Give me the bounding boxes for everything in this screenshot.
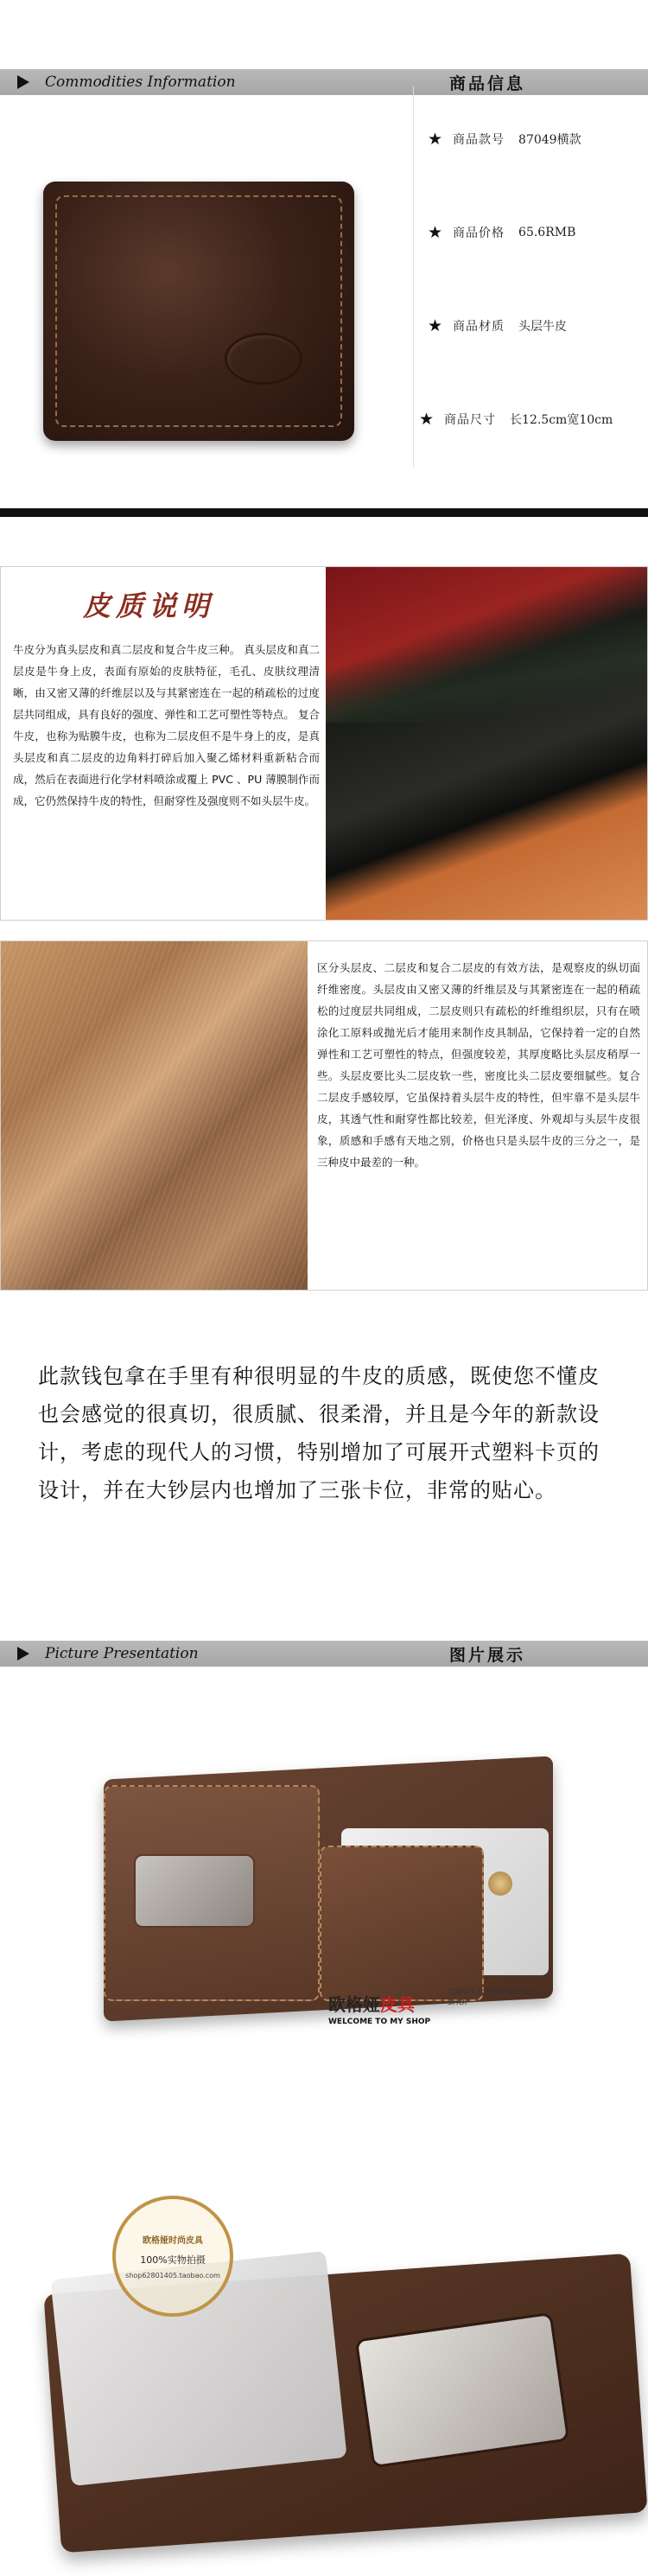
spec-value: 头层牛皮 <box>518 320 568 334</box>
shop-name-a: 欧格娅 <box>328 1994 380 2015</box>
stamp-line-2: 100%实物拍摄 <box>140 2254 206 2266</box>
section-title-cn: 图片展示 <box>449 1645 526 1665</box>
stamp-line-3: shop62801405.taobao.com <box>125 2272 220 2280</box>
spec-label: 商品价格 <box>453 226 505 240</box>
spec-label: 商品尺寸 <box>444 413 497 427</box>
section-title-en: Picture Presentation <box>45 1645 199 1662</box>
play-triangle-icon <box>17 75 29 89</box>
spec-value: 87049横款 <box>518 133 581 147</box>
wallet-stitching <box>55 195 342 427</box>
id-window <box>355 2312 570 2469</box>
product-description: 此款钱包拿在手里有种很明显的牛皮的质感，既使您不懂皮也会感觉的很真切，很质腻、很柔滑，并且是今年的新款设计，考虑的现代人的习惯，特别增加了可展开式塑料卡页的设计，并在大钞层内也增加了三张卡位，非常的贴心。 <box>38 1364 600 1502</box>
leather-info-box-2 <box>0 940 648 1291</box>
stamp-line-1: 欧格娅时尚皮具 <box>143 2236 203 2246</box>
shop-stamp <box>112 2196 233 2317</box>
black-divider <box>0 508 648 517</box>
star-icon: ★ <box>428 223 443 242</box>
star-icon: ★ <box>428 316 443 335</box>
leather-paragraph-2: 区分头层皮、二层皮和复合二层皮的有效方法，是观察皮的纵切面纤维密度。头层皮由又密又薄的纤维层及与其紧密连在一起的稍疏松的过度层共同组成，二层皮则只有疏松的纤维组织层，只有在喷涂化工原料或抛光后才能用来制作皮具制品，它保持着一定的自然弹性和工艺可塑性的特点，但强度较差，其厚度略比头层皮稍厚一些。头层皮要比头二层皮软一些，密度比头二层皮要细腻些。复合二层皮手感较厚，它虽保持着头层牛皮的特性，但牢靠不是头层牛皮，其透气性和耐穿性都比较差，但光泽度、外观却与头层牛皮很象，质感和手感有天地之别，价格也只是头层牛皮的三分之一，是三种皮中最差的一种。 <box>317 961 640 1169</box>
shop-watermark <box>328 1988 538 2026</box>
spec-row-style <box>428 130 581 149</box>
spec-label: 商品款号 <box>453 133 505 147</box>
wallet-product-photo <box>43 182 354 441</box>
embossed-logo <box>225 333 302 385</box>
shop-name-b: 皮具 <box>380 1994 415 2015</box>
leather-swatch-photo-2 <box>1 941 308 1290</box>
id-window <box>134 1854 255 1928</box>
leather-title: 皮质说明 <box>83 590 215 622</box>
spec-label: 商品材质 <box>453 320 505 334</box>
shop-welcome: WELCOME TO MY SHOP <box>328 2018 431 2026</box>
spec-row-price <box>428 223 575 242</box>
section-title-cn: 商品信息 <box>449 73 526 93</box>
card-flap <box>320 1846 484 2001</box>
spec-value: 长12.5cm宽10cm <box>510 413 613 427</box>
snap-button <box>488 1871 512 1896</box>
spec-row-size <box>419 410 613 429</box>
spec-value: 65.6RMB <box>518 226 576 239</box>
commodities-info-bar <box>0 69 648 95</box>
spec-row-material <box>428 316 567 335</box>
info-divider <box>413 86 414 467</box>
leather-info-box-1 <box>0 566 648 921</box>
leather-swatch-photo-1 <box>326 567 647 920</box>
picture-presentation-bar <box>0 1641 648 1667</box>
leather-paragraph-1: 牛皮分为真头层皮和真二层皮和复合牛皮三种。 真头层皮和真二层皮是牛身上皮，表面有原始的皮肤特征，毛孔、皮肤纹理清晰，由又密又薄的纤维层以及与其紧密连在一起的稍疏松的过度层共同组成，具有良好的强度、弹性和工艺可塑性等特点。 复合牛皮，也称为贴膜牛皮，也称为二层皮但不是牛身上的皮，是真头层皮和真二层皮的边角料打碎后加入聚乙烯材料重新粘合而成，然后在表面进行化学材料喷涂或覆上 PVC 、PU 薄膜制作而成，它仍然保持牛皮的特性，但耐穿性及强度则不如头层牛皮。 <box>13 643 320 807</box>
play-triangle-icon <box>17 1647 29 1661</box>
section-title-en: Commodities Information <box>45 73 236 91</box>
star-icon: ★ <box>428 130 443 149</box>
shop-tagline: 100%实物拍摄 FASHION SHOP <box>448 1988 538 2007</box>
shop-name <box>328 1991 430 2016</box>
star-icon: ★ <box>419 410 435 429</box>
